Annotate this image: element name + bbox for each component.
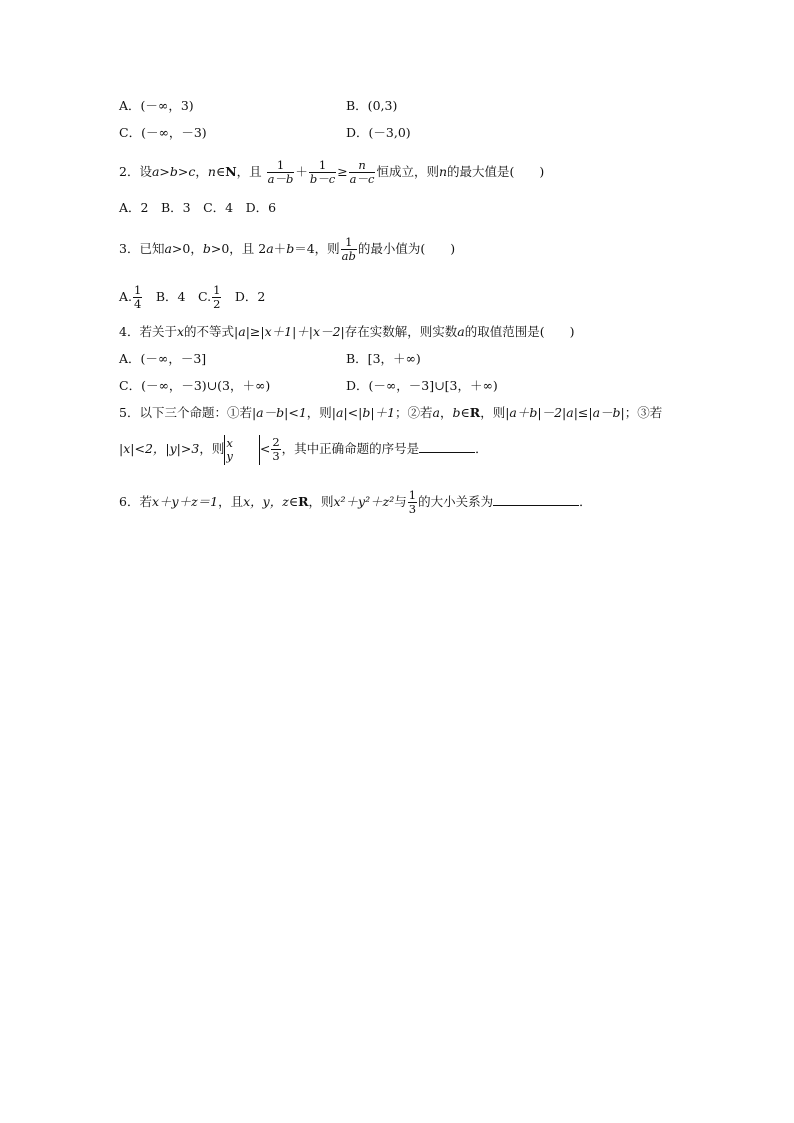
q3-opt-c-num: 1 bbox=[213, 283, 221, 297]
q5-set-r: R bbox=[469, 405, 481, 420]
q6-in: ∈ bbox=[288, 494, 299, 509]
q5-c3: a bbox=[432, 405, 440, 420]
q2-f2-num: 1 bbox=[318, 158, 327, 172]
q3-b2: b bbox=[286, 241, 295, 256]
question-3 bbox=[119, 232, 455, 266]
q5-fraction-23 bbox=[271, 436, 280, 463]
q5-l1c: ；②若 bbox=[395, 405, 433, 420]
q2-f3-den: a－c bbox=[349, 172, 375, 186]
q3-a2: a bbox=[266, 241, 274, 256]
q2-and: ，且 bbox=[236, 164, 262, 179]
q3-b: b bbox=[202, 241, 211, 256]
q2-fraction-3 bbox=[349, 159, 376, 186]
q2-cond1: a>b>c bbox=[151, 164, 196, 179]
q5-c1: |a－b|<1 bbox=[251, 405, 307, 420]
q5-c5: |a＋b|－2|a|≤|a－b| bbox=[505, 405, 625, 420]
q5-fx: x bbox=[226, 435, 233, 450]
q5-f-den: 3 bbox=[272, 449, 280, 463]
q5-l1e: ，则 bbox=[480, 405, 506, 420]
q3-gt0b: >0，且 2 bbox=[210, 241, 267, 256]
q5-in: ∈ bbox=[460, 405, 470, 420]
q6-eq: x＋y＋z＝1 bbox=[151, 494, 219, 509]
q2-post1: 恒成立，则 bbox=[376, 164, 439, 179]
q2-f1-num: 1 bbox=[276, 158, 285, 172]
q3-plus: ＋ bbox=[273, 241, 287, 256]
q6-expr: x²＋y²＋z² bbox=[333, 494, 395, 509]
q2-plus: ＋ bbox=[295, 164, 308, 179]
q1-option-c: C．(－∞，－3) bbox=[119, 125, 207, 140]
q3-opt-a-fraction bbox=[133, 284, 142, 311]
q4-x: x bbox=[176, 324, 185, 339]
q6-prefix: 6．若 bbox=[119, 494, 152, 509]
q3-opt-bc: B．4 C. bbox=[143, 289, 212, 304]
question-4 bbox=[119, 324, 574, 340]
q2-f2-den: b－c bbox=[309, 172, 336, 186]
q4-a: a bbox=[457, 324, 465, 339]
q3-opt-c-den: 2 bbox=[213, 297, 221, 311]
q6-fraction bbox=[408, 489, 417, 516]
question-6 bbox=[119, 484, 592, 520]
q5-fraction-xy bbox=[225, 437, 234, 463]
q5-lt: < bbox=[259, 441, 271, 456]
q2-cond2: n bbox=[207, 164, 216, 179]
q5-l1d: ， bbox=[440, 405, 453, 420]
q6-set-r: R bbox=[298, 494, 309, 509]
q2-f3-num: n bbox=[358, 158, 366, 172]
q6-f-num: 1 bbox=[408, 488, 417, 502]
q4-option-c: C．(－∞，－3)∪(3，＋∞) bbox=[119, 378, 271, 393]
q2-var: n bbox=[438, 164, 448, 179]
q3-opt-a-num: 1 bbox=[134, 283, 142, 297]
q5-l1a: 5．以下三个命题：①若 bbox=[119, 405, 252, 420]
q5-end: ． bbox=[475, 441, 488, 456]
q4-prefix: 4．若关于 bbox=[119, 324, 177, 339]
q3-fraction bbox=[341, 236, 357, 263]
q4-option-a: A．(－∞，－3] bbox=[119, 351, 207, 366]
q5-l1b: ，则 bbox=[306, 405, 332, 420]
q2-geq: ≥ bbox=[337, 164, 348, 179]
q3-a: a bbox=[164, 241, 172, 256]
q3-f-num: 1 bbox=[345, 235, 353, 249]
q3-opt-a-den: 4 bbox=[134, 297, 142, 311]
q5-c2: |a|<|b|＋1 bbox=[331, 405, 396, 420]
q5-f-num: 2 bbox=[272, 435, 280, 449]
question-5-line-1 bbox=[119, 405, 662, 421]
q4-option-b: B．[3，＋∞) bbox=[346, 351, 421, 366]
q3-opt-a: A. bbox=[119, 289, 133, 304]
q1-option-a: A．(－∞，3) bbox=[119, 98, 194, 113]
q3-f-den: ab bbox=[341, 249, 356, 263]
q5-l2a: |x|<2，|y|>3 bbox=[119, 441, 200, 456]
q6-vars: x，y，z bbox=[243, 494, 289, 509]
q4-mid2: 存在实数解，则实数 bbox=[344, 324, 458, 339]
q2-prefix: 2．设 bbox=[119, 164, 152, 179]
q6-post: 的大小关系为 bbox=[418, 494, 494, 509]
q5-fy: y bbox=[226, 448, 233, 463]
q3-prefix: 3．已知 bbox=[119, 241, 165, 256]
q2-post2: 的最大值是( ) bbox=[447, 164, 545, 179]
q6-answer-blank[interactable] bbox=[493, 493, 579, 506]
q4-post: 的取值范围是( ) bbox=[464, 324, 575, 339]
q6-end: ． bbox=[579, 494, 592, 509]
q6-mid: ，且 bbox=[218, 494, 244, 509]
q4-mid1: 的不等式 bbox=[184, 324, 235, 339]
question-2 bbox=[119, 157, 544, 187]
q5-l1f: ；③若 bbox=[624, 405, 663, 420]
q1-option-d: D．(－3,0) bbox=[346, 125, 411, 140]
q2-sep: ， bbox=[195, 164, 208, 179]
q5-answer-blank[interactable] bbox=[419, 440, 475, 453]
q3-gt0a: >0， bbox=[171, 241, 203, 256]
q3-eq4: ＝4，则 bbox=[294, 241, 340, 256]
q4-inequality: |a|≥|x＋1|＋|x－2| bbox=[234, 324, 345, 339]
q6-f-den: 3 bbox=[408, 502, 417, 516]
q5-l2b: ，则 bbox=[199, 441, 225, 456]
q1-option-b: B．(0,3) bbox=[346, 98, 398, 113]
q6-with: 与 bbox=[394, 494, 407, 509]
q3-post: 的最小值为( ) bbox=[357, 241, 456, 256]
q3-opt-c-fraction bbox=[212, 284, 221, 311]
q5-c4: b bbox=[452, 405, 461, 420]
q3-options bbox=[119, 282, 265, 312]
q6-then: ，则 bbox=[308, 494, 334, 509]
q2-set-n: N bbox=[225, 164, 237, 179]
q2-f1-den: a－b bbox=[267, 172, 294, 186]
question-5-line-2 bbox=[119, 430, 488, 468]
q2-fraction-1 bbox=[267, 159, 295, 186]
q2-fraction-2 bbox=[309, 159, 336, 186]
q2-in: ∈ bbox=[215, 164, 226, 179]
q4-option-d: D．(－∞，－3]∪[3，＋∞) bbox=[346, 378, 498, 393]
q2-options: A．2 B．3 C．4 D．6 bbox=[119, 200, 277, 215]
q5-post: ，其中正确命题的序号是 bbox=[281, 441, 420, 456]
q3-opt-d: D．2 bbox=[222, 289, 266, 304]
